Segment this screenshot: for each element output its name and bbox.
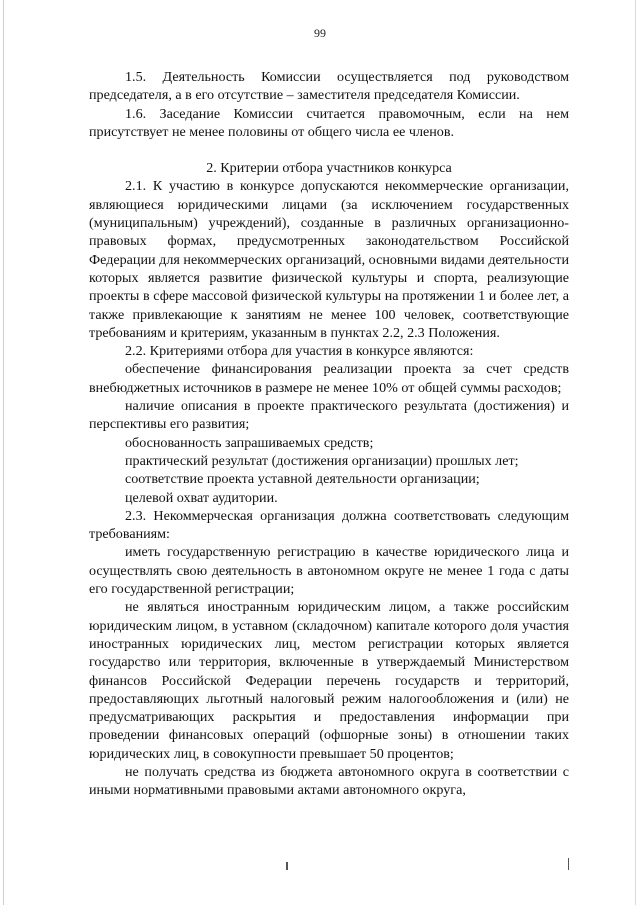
document-body bbox=[89, 68, 569, 800]
paragraph-1-6: 1.6. Заседание Комиссии считается правомочным, если на нем присутствует не менее половины от общего числа ее членов. bbox=[89, 105, 569, 140]
paragraph-2-1: 2.1. К участию в конкурсе допускаются некоммерческие организации, являющиеся юридическими лицами (за исключением государственных (муниципальным) учреждений), созданные в различных организационно-правовых формах, предусмотренных законодательством Российской Федерации для некоммерческих организаций, основными видами деятельности которых является развитие физической культуры и спорта, реализующие проекты в сфере массовой физической культуры на протяжении 1 и более лет, а также привлекающие к занятиям не менее 100 человек, соответствующие требованиям и критериям, указанным в пунктах 2.2, 2.3 Положения. bbox=[89, 178, 569, 341]
requirement-not-foreign: не являться иностранным юридическим лицом, а также российским юридическим лицом, в уставном (складочном) капитале которого доля участия иностранных юридических лиц, местом регистрации которых является государство или территория, включенные в утверждаемый Министерством финансов Российской Федерации перечень государств и территорий, предоставляющих льготный налоговый режим налогообложения и (или) не предусматривающих раскрытия и предоставления информации при проведении финансовых операций (офшорные зоны) в отношении таких юридических лиц, в совокупности превышает 50 процентов; bbox=[89, 599, 569, 762]
criterion-description: наличие описания в проекте практического результата (достижения) и перспективы его развития; bbox=[89, 398, 569, 433]
scan-artifact-mark bbox=[286, 862, 288, 870]
requirement-no-budget-funds: не получать средства из бюджета автономного округа в соответствии с иными нормативными правовыми актами автономного округа, bbox=[89, 763, 569, 799]
scan-artifact-mark bbox=[568, 858, 569, 870]
criterion-financing: обеспечение финансирования реализации проекта за счет средств внебюджетных источников в размере не менее 10% от общей суммы расходов; bbox=[89, 361, 569, 396]
requirement-registration: иметь государственную регистрацию в качестве юридического лица и осуществлять свою деятельность в автономном округе не менее 1 года с даты его государственной регистрации; bbox=[89, 544, 569, 598]
criterion-past-results: практический результат (достижения организации) прошлых лет; bbox=[125, 452, 519, 469]
criterion-charter: соответствие проекта уставной деятельности организации; bbox=[125, 471, 480, 488]
page-number: 99 bbox=[314, 26, 326, 40]
scan-edge-left bbox=[3, 0, 4, 905]
criterion-audience: целевой охват аудитории. bbox=[125, 489, 278, 506]
paragraph-2-3: 2.3. Некоммерческая организация должна соответствовать следующим требованиям: bbox=[89, 507, 569, 543]
criterion-justification: обоснованность запрашиваемых средств; bbox=[125, 434, 374, 451]
paragraph-2-2: 2.2. Критериями отбора для участия в конкурсе являются: bbox=[125, 343, 474, 360]
section-heading: 2. Критерии отбора участников конкурса bbox=[206, 160, 452, 177]
scan-edge-right bbox=[635, 0, 636, 905]
paragraph-1-5: 1.5. Деятельность Комиссии осуществляется под руководством председателя, а в его отсутствие – заместителя председателя Комиссии. bbox=[89, 69, 569, 104]
